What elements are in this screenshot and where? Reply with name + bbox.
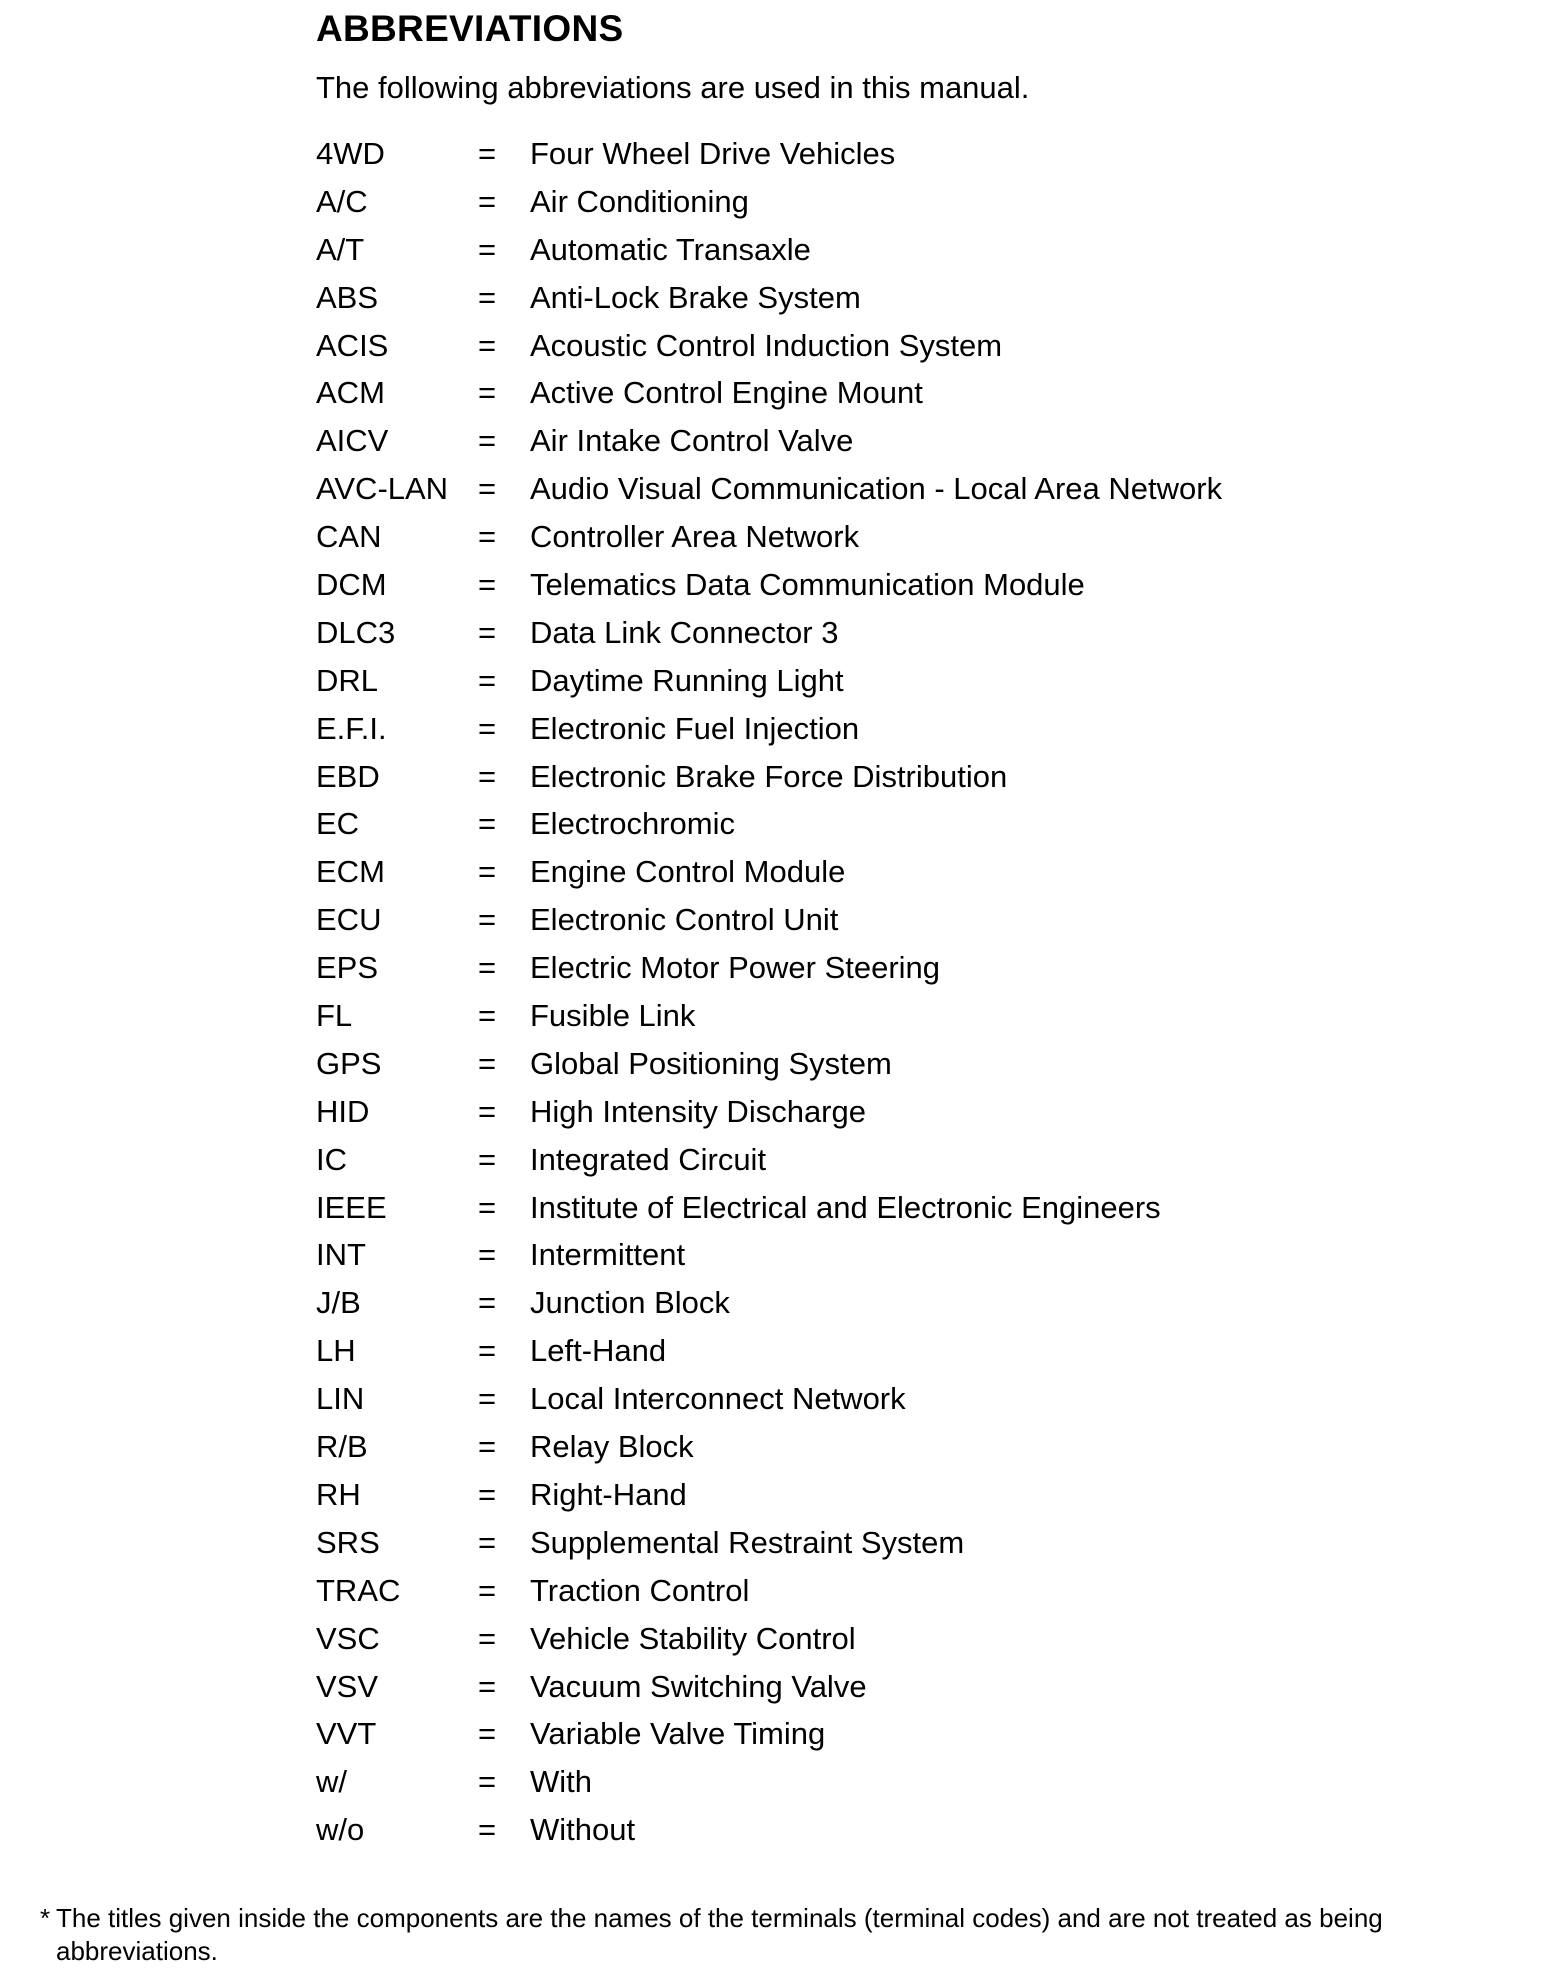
abbreviation-term: VSC	[316, 1620, 380, 1656]
abbreviation-definition: Air Conditioning	[530, 183, 749, 219]
abbreviation-row	[316, 567, 1222, 615]
equals-sign: =	[478, 758, 497, 794]
abbreviation-definition: Telematics Data Communication Module	[530, 567, 1085, 603]
abbreviation-term: EPS	[316, 950, 379, 986]
abbreviation-definition: Fusible Link	[530, 998, 696, 1034]
abbreviation-definition: Air Intake Control Valve	[530, 423, 854, 459]
equals-sign: =	[478, 231, 497, 267]
abbreviation-definition: Audio Visual Communication - Local Area Network	[530, 471, 1223, 507]
abbreviation-definition: Acoustic Control Induction System	[530, 327, 1003, 363]
equals-sign: =	[478, 1381, 497, 1417]
equals-sign: =	[478, 614, 497, 650]
abbreviation-row	[316, 759, 1222, 807]
abbreviation-term: J/B	[316, 1285, 361, 1321]
abbreviation-row	[316, 1429, 1222, 1477]
page-title: ABBREVIATIONS	[316, 8, 624, 49]
equals-sign: =	[478, 279, 497, 315]
abbreviation-definition: Junction Block	[530, 1285, 730, 1321]
equals-sign: =	[478, 806, 497, 842]
equals-sign: =	[478, 136, 497, 171]
abbreviation-row	[316, 375, 1222, 423]
abbreviation-term: E.F.I.	[316, 710, 387, 746]
abbreviation-row	[316, 1477, 1222, 1525]
abbreviation-row	[316, 1333, 1222, 1381]
abbreviation-term: LH	[316, 1333, 356, 1369]
abbreviation-term: EBD	[316, 758, 380, 794]
equals-sign: =	[478, 1716, 497, 1752]
equals-sign: =	[478, 423, 497, 459]
abbreviation-term: CAN	[316, 519, 382, 555]
abbreviation-definition: Anti-Lock Brake System	[530, 279, 861, 315]
abbreviation-term: EC	[316, 806, 360, 842]
footnote	[40, 1902, 1520, 1968]
abbreviation-term: ABS	[316, 279, 379, 315]
abbreviation-term: DLC3	[316, 614, 396, 650]
abbreviation-row	[316, 1142, 1222, 1190]
equals-sign: =	[478, 1285, 497, 1321]
abbreviation-row	[316, 1381, 1222, 1429]
abbreviation-term: AVC-LAN	[316, 471, 449, 507]
footnote-text: The titles given inside the components are the names of the terminals (terminal codes) and are not treated as being abbreviations.	[56, 1903, 1383, 1966]
equals-sign: =	[478, 1093, 497, 1129]
abbreviation-row	[316, 1046, 1222, 1094]
abbreviation-definition: Integrated Circuit	[530, 1141, 767, 1177]
abbreviation-definition: Local Interconnect Network	[530, 1381, 906, 1417]
abbreviation-row	[316, 998, 1222, 1046]
equals-sign: =	[478, 998, 497, 1034]
abbreviation-term: DCM	[316, 567, 387, 603]
abbreviation-definition: Active Control Engine Mount	[530, 375, 923, 411]
abbreviation-term: FL	[316, 998, 353, 1034]
equals-sign: =	[478, 1045, 497, 1081]
abbreviation-term: LIN	[316, 1381, 365, 1417]
equals-sign: =	[478, 567, 497, 603]
equals-sign: =	[478, 327, 497, 363]
abbreviation-row	[316, 232, 1222, 280]
equals-sign: =	[478, 854, 497, 890]
equals-sign: =	[478, 1333, 497, 1369]
abbreviation-term: ECM	[316, 854, 385, 890]
abbreviation-definition: Electronic Brake Force Distribution	[530, 758, 1008, 794]
abbreviation-definition: Data Link Connector 3	[530, 614, 839, 650]
abbreviation-definition: Controller Area Network	[530, 519, 860, 555]
abbreviation-term: GPS	[316, 1045, 382, 1081]
abbreviation-row	[316, 136, 1222, 184]
abbreviation-row	[316, 1812, 1222, 1860]
abbreviation-definition: Daytime Running Light	[530, 662, 844, 698]
abbreviation-row	[316, 519, 1222, 567]
equals-sign: =	[478, 1429, 497, 1465]
abbreviation-term: IEEE	[316, 1189, 387, 1225]
abbreviation-term: RH	[316, 1476, 361, 1512]
abbreviation-definition: High Intensity Discharge	[530, 1093, 866, 1129]
equals-sign: =	[478, 1572, 497, 1608]
abbreviation-definition: Global Positioning System	[530, 1045, 892, 1081]
abbreviation-definition: Engine Control Module	[530, 854, 846, 890]
abbreviation-row	[316, 711, 1222, 759]
abbreviation-row	[316, 902, 1222, 950]
abbreviation-definition: Electronic Control Unit	[530, 902, 839, 938]
equals-sign: =	[478, 902, 497, 938]
abbreviation-row	[316, 1764, 1222, 1812]
abbreviation-row	[316, 423, 1222, 471]
equals-sign: =	[478, 950, 497, 986]
abbreviation-list	[316, 136, 1222, 1860]
equals-sign: =	[478, 1237, 497, 1273]
abbreviation-term: ECU	[316, 902, 382, 938]
abbreviation-definition: Four Wheel Drive Vehicles	[530, 136, 896, 171]
abbreviation-term: DRL	[316, 662, 379, 698]
abbreviation-definition: Relay Block	[530, 1429, 694, 1465]
equals-sign: =	[478, 1189, 497, 1225]
abbreviation-row	[316, 1716, 1222, 1764]
abbreviation-term: INT	[316, 1237, 366, 1273]
abbreviation-term: A/C	[316, 183, 368, 219]
equals-sign: =	[478, 1668, 497, 1704]
abbreviation-row	[316, 1525, 1222, 1573]
abbreviation-definition: With	[530, 1764, 592, 1800]
abbreviation-term: ACM	[316, 375, 385, 411]
abbreviation-term: VSV	[316, 1668, 379, 1704]
equals-sign: =	[478, 1620, 497, 1656]
abbreviation-term: R/B	[316, 1429, 368, 1465]
equals-sign: =	[478, 183, 497, 219]
abbreviation-definition: Vacuum Switching Valve	[530, 1668, 867, 1704]
abbreviation-term: A/T	[316, 231, 365, 267]
abbreviation-definition: Electrochromic	[530, 806, 735, 842]
abbreviation-row	[316, 950, 1222, 998]
abbreviation-definition: Traction Control	[530, 1572, 750, 1608]
abbreviation-term: TRAC	[316, 1572, 401, 1608]
abbreviation-row	[316, 184, 1222, 232]
abbreviation-definition: Variable Valve Timing	[530, 1716, 826, 1752]
abbreviation-row	[316, 471, 1222, 519]
abbreviation-term: w/o	[316, 1812, 365, 1848]
abbreviation-definition: Electric Motor Power Steering	[530, 950, 941, 986]
abbreviation-row	[316, 806, 1222, 854]
abbreviation-row	[316, 328, 1222, 376]
equals-sign: =	[478, 1764, 497, 1800]
abbreviation-term: VVT	[316, 1716, 377, 1752]
abbreviation-term: AICV	[316, 423, 389, 459]
abbreviation-row	[316, 615, 1222, 663]
equals-sign: =	[478, 710, 497, 746]
abbreviation-row	[316, 1573, 1222, 1621]
abbreviation-row	[316, 1237, 1222, 1285]
abbreviation-definition: Without	[530, 1812, 636, 1848]
abbreviation-term: 4WD	[316, 136, 385, 171]
equals-sign: =	[478, 375, 497, 411]
abbreviation-row	[316, 1621, 1222, 1669]
abbreviation-definition: Institute of Electrical and Electronic Engineers	[530, 1189, 1161, 1225]
abbreviation-term: SRS	[316, 1524, 380, 1560]
abbreviation-definition: Automatic Transaxle	[530, 231, 811, 267]
abbreviation-row	[316, 1285, 1222, 1333]
equals-sign: =	[478, 519, 497, 555]
abbreviation-row	[316, 280, 1222, 328]
abbreviation-definition: Intermittent	[530, 1237, 686, 1273]
equals-sign: =	[478, 471, 497, 507]
abbreviation-definition: Electronic Fuel Injection	[530, 710, 860, 746]
abbreviation-row	[316, 1669, 1222, 1717]
abbreviation-term: ACIS	[316, 327, 389, 363]
equals-sign: =	[478, 1812, 497, 1848]
abbreviation-definition: Right-Hand	[530, 1476, 687, 1512]
equals-sign: =	[478, 1524, 497, 1560]
abbreviation-row	[316, 854, 1222, 902]
abbreviation-row	[316, 1190, 1222, 1238]
abbreviation-row	[316, 663, 1222, 711]
abbreviation-definition: Left-Hand	[530, 1333, 667, 1369]
abbreviation-definition: Vehicle Stability Control	[530, 1620, 856, 1656]
equals-sign: =	[478, 662, 497, 698]
footnote-asterisk: *	[40, 1903, 51, 1933]
equals-sign: =	[478, 1476, 497, 1512]
abbreviation-term: HID	[316, 1093, 370, 1129]
abbreviation-definition: Supplemental Restraint System	[530, 1524, 965, 1560]
intro-text: The following abbreviations are used in this manual.	[316, 70, 1030, 105]
abbreviation-term: IC	[316, 1141, 347, 1177]
abbreviation-term: w/	[316, 1764, 347, 1800]
equals-sign: =	[478, 1141, 497, 1177]
abbreviation-row	[316, 1094, 1222, 1142]
